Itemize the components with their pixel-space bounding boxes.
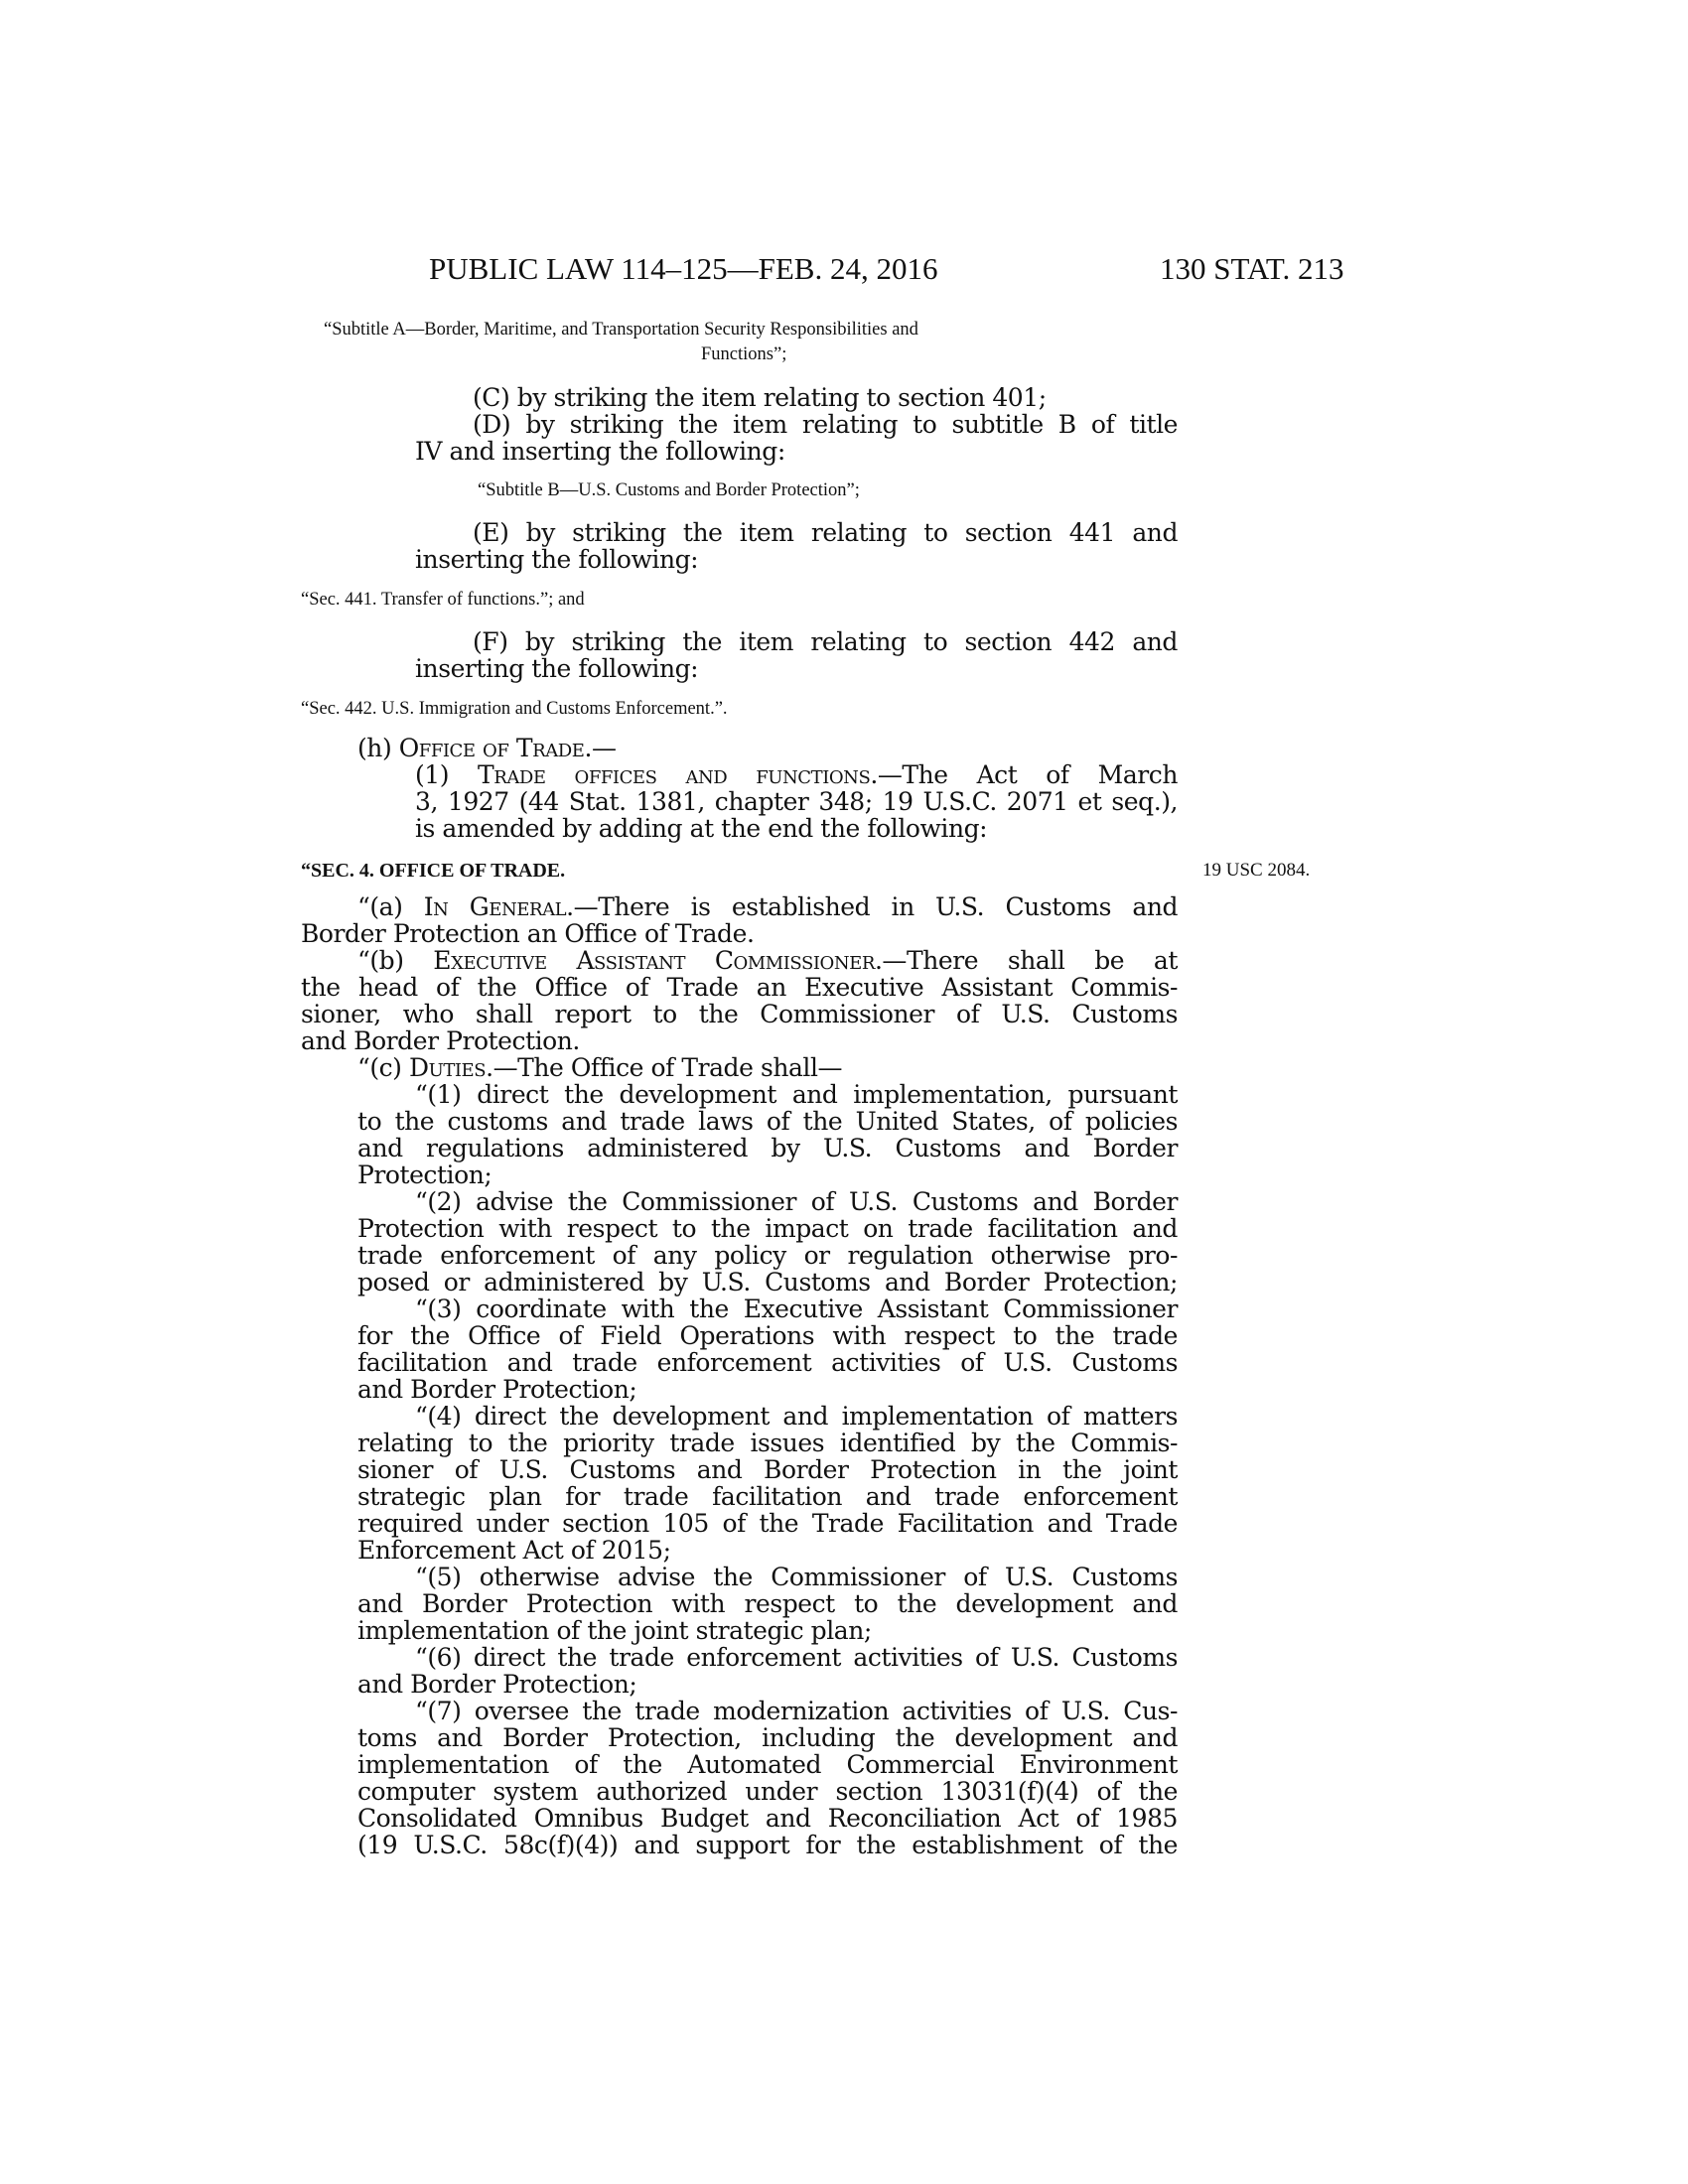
clause-d-cont: IV and inserting the following: bbox=[415, 437, 785, 466]
subsection-b-line-2: the head of the Office of Trade an Executive Assistant Commis- bbox=[301, 973, 1178, 1002]
duty-1-line-4: Protection; bbox=[357, 1160, 492, 1189]
subsection-c-heading: “(c) Duties.—The Office of Trade shall— bbox=[357, 1053, 843, 1082]
inserted-subtitle-a-cont: Functions”; bbox=[701, 344, 787, 364]
subsection-b-line-3: sioner, who shall report to the Commissioner of U.S. Customs bbox=[301, 1000, 1178, 1028]
duty-4-line-3: sioner of U.S. Customs and Border Protection in the joint bbox=[357, 1455, 1178, 1484]
subsection-b-line-4: and Border Protection. bbox=[301, 1026, 580, 1055]
duty-7-line-3: implementation of the Automated Commercial Environment bbox=[357, 1750, 1178, 1779]
subsection-b: “(b) Executive Assistant Commissioner.—There shall be at bbox=[357, 946, 1178, 975]
duty-5-line-2: and Border Protection with respect to the development and bbox=[357, 1589, 1178, 1618]
clause-e: (E) by striking the item relating to section 441 and bbox=[473, 518, 1178, 547]
subsection-a-cont: Border Protection an Office of Trade. bbox=[301, 919, 755, 948]
paragraph-1-line-3: is amended by adding at the end the following: bbox=[415, 814, 988, 843]
duty-5-line-3: implementation of the joint strategic plan; bbox=[357, 1616, 872, 1645]
duty-2-line-4: posed or administered by U.S. Customs and Border Protection; bbox=[357, 1268, 1178, 1297]
duty-2-line-3: trade enforcement of any policy or regulation otherwise pro- bbox=[357, 1241, 1178, 1270]
duty-7-line-2: toms and Border Protection, including the development and bbox=[357, 1723, 1178, 1752]
running-header-title: PUBLIC LAW 114–125—FEB. 24, 2016 bbox=[429, 251, 938, 286]
subsection-a: “(a) In General.—There is established in U.S. Customs and bbox=[357, 892, 1179, 921]
clause-c: (C) by striking the item relating to section 401; bbox=[473, 383, 1047, 412]
duty-3-line-3: facilitation and trade enforcement activities of U.S. Customs bbox=[357, 1348, 1178, 1377]
paragraph-1-line-2: 3, 1927 (44 Stat. 1381, chapter 348; 19 U.S.C. 2071 et seq.), bbox=[415, 787, 1178, 816]
inserted-sec-442: “Sec. 442. U.S. Immigration and Customs Enforcement.”. bbox=[301, 699, 728, 719]
duty-7: “(7) oversee the trade modernization activities of U.S. Cus- bbox=[415, 1697, 1178, 1725]
duty-5: “(5) otherwise advise the Commissioner of U.S. Customs bbox=[415, 1563, 1178, 1591]
duty-3-line-2: for the Office of Field Operations with respect to the trade bbox=[357, 1321, 1178, 1350]
duty-7-line-4: computer system authorized under section 13031(f)(4) of the bbox=[357, 1777, 1178, 1806]
inserted-sec-441: “Sec. 441. Transfer of functions.”; and bbox=[301, 590, 585, 610]
duty-3-line-4: and Border Protection; bbox=[357, 1375, 637, 1404]
duty-2: “(2) advise the Commissioner of U.S. Customs and Border bbox=[415, 1187, 1178, 1216]
duty-4: “(4) direct the development and implementation of matters bbox=[415, 1402, 1178, 1431]
clause-f: (F) by striking the item relating to section 442 and bbox=[473, 627, 1178, 656]
duty-4-line-6: Enforcement Act of 2015; bbox=[357, 1536, 671, 1565]
duty-6: “(6) direct the trade enforcement activities of U.S. Customs bbox=[415, 1643, 1178, 1672]
duty-7-line-5: Consolidated Omnibus Budget and Reconciliation Act of 1985 bbox=[357, 1804, 1178, 1833]
inserted-subtitle-a: “Subtitle A—Border, Maritime, and Transportation Security Responsibilities and bbox=[324, 320, 918, 340]
clause-d: (D) by striking the item relating to subtitle B of title bbox=[473, 410, 1178, 439]
clause-f-cont: inserting the following: bbox=[415, 654, 699, 683]
duty-4-line-4: strategic plan for trade facilitation and trade enforcement bbox=[357, 1482, 1178, 1511]
page-number: 130 STAT. 213 bbox=[1160, 251, 1344, 286]
duty-3: “(3) coordinate with the Executive Assistant Commissioner bbox=[415, 1295, 1178, 1323]
duty-6-line-2: and Border Protection; bbox=[357, 1670, 637, 1699]
duty-7-line-6: (19 U.S.C. 58c(f)(4)) and support for the establishment of the bbox=[357, 1831, 1178, 1859]
subsection-h-heading: (h) Office of Trade.— bbox=[357, 734, 617, 762]
clause-e-cont: inserting the following: bbox=[415, 545, 699, 574]
duty-2-line-2: Protection with respect to the impact on trade facilitation and bbox=[357, 1214, 1178, 1243]
margin-note-usc: 19 USC 2084. bbox=[1202, 860, 1311, 881]
inserted-subtitle-b: “Subtitle B—U.S. Customs and Border Protection”; bbox=[478, 480, 860, 500]
duty-1-line-3: and regulations administered by U.S. Customs and Border bbox=[357, 1134, 1178, 1162]
paragraph-1-heading: (1) Trade offices and functions.—The Act of March bbox=[415, 760, 1178, 789]
section-4-heading: “SEC. 4. OFFICE OF TRADE. bbox=[301, 860, 566, 882]
duty-4-line-5: required under section 105 of the Trade Facilitation and Trade bbox=[357, 1509, 1178, 1538]
duty-1-line-2: to the customs and trade laws of the United States, of policies bbox=[357, 1107, 1178, 1136]
duty-4-line-2: relating to the priority trade issues identified by the Commis- bbox=[357, 1429, 1178, 1457]
duty-1: “(1) direct the development and implementation, pursuant bbox=[415, 1080, 1178, 1109]
